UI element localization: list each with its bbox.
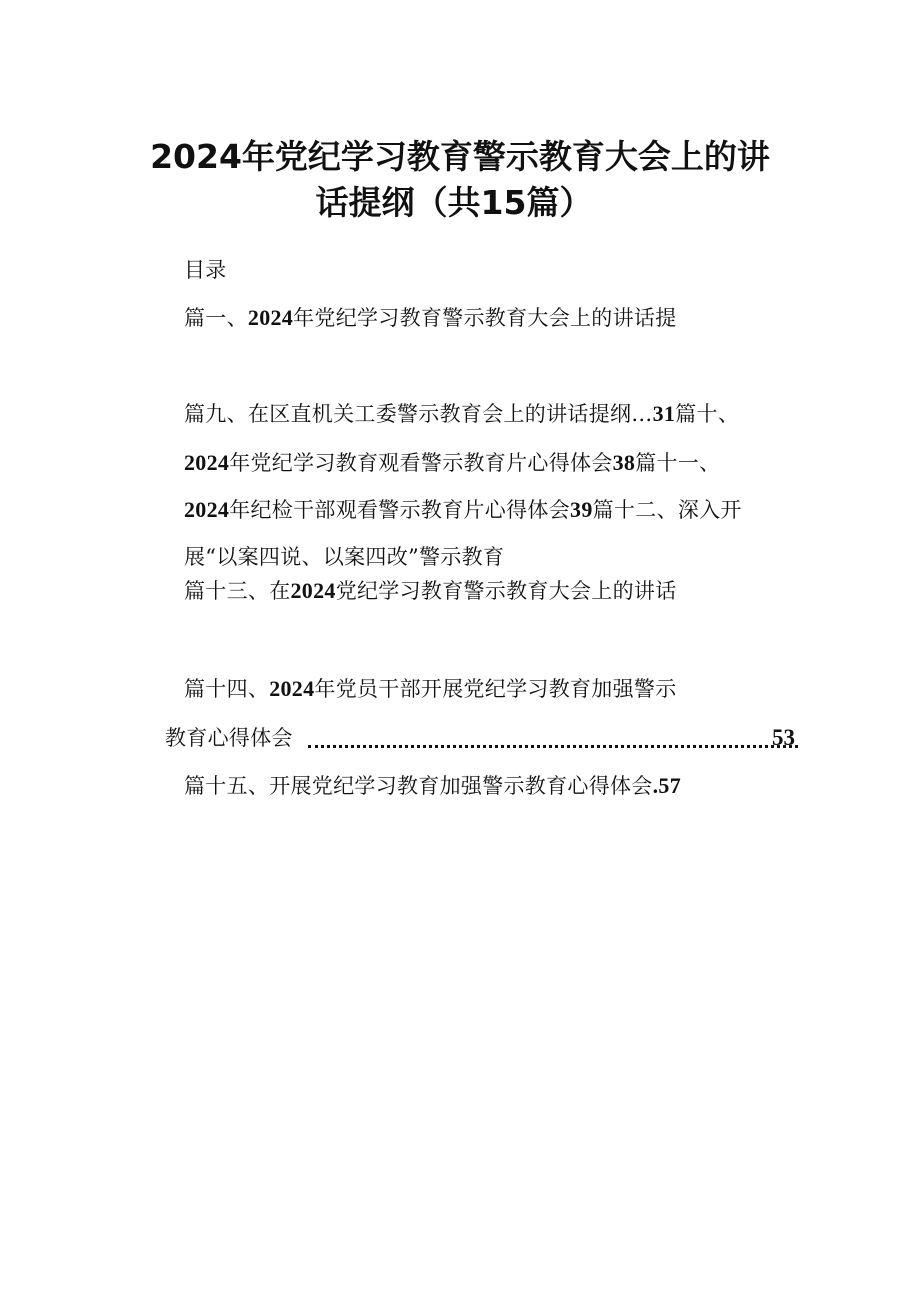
toc-entry-text: 党纪学习教育警示教育大会上的讲话 [335,579,677,603]
toc-entry-number: 2024 [184,497,230,522]
toc-entry-page-number: 31 [652,401,676,426]
document-title-line-2: 话提纲（共15篇） [315,183,593,222]
toc-heading: 目录 [184,258,227,282]
toc-entry-10 [184,449,720,477]
toc-entry-9 [184,400,739,428]
toc-entry-text: 年党纪学习教育警示教育大会上的讲话提 [293,306,677,330]
toc-entry-text: 年党纪学习教育观看警示教育片心得体会 [229,451,613,475]
toc-entry-14-continued: 教育心得体会 [165,726,293,750]
toc-entry-13 [184,577,677,605]
toc-entry-page-number: 38 [612,450,636,475]
toc-entry-prefix: 篇十三、在 [184,579,291,603]
toc-entry-text: 篇十、 [675,402,740,426]
toc-entry-number: 2024 [184,450,230,475]
toc-leader-dots [308,733,798,748]
toc-entry-14 [184,675,677,703]
toc-entry-15 [184,772,681,800]
toc-entry-1 [184,304,677,332]
toc-entry-text: 篇十五、开展党纪学习教育加强警示教育心得体会 [184,774,653,798]
toc-entry-text: 篇九、在区直机关工委警示教育会上的讲话提纲… [184,402,653,426]
toc-entry-text: 篇十二、深入开 [592,498,742,522]
toc-entry-text: 年党员干部开展党纪学习教育加强警示 [314,677,677,701]
toc-entry-prefix: 篇一、 [184,306,248,330]
toc-entry-number: 2024 [269,676,315,701]
toc-entry-12-continued: 展“以案四说、以案四改”警示教育 [184,545,505,569]
toc-entry-page-number: 39 [570,497,593,522]
toc-entry-number: 2024 [290,578,336,603]
toc-entry-prefix: 篇十四、 [184,677,270,701]
toc-entry-number: 2024 [247,305,294,330]
toc-entry-page-number: .57 [652,773,682,798]
toc-page-number: 53 [772,725,795,750]
toc-entry-text: 年纪检干部观看警示教育片心得体会 [229,498,571,522]
toc-entry-text: 篇十一、 [635,451,721,475]
document-title-line-1: 2024年党纪学习教育警示教育大会上的讲 [150,137,770,176]
toc-entry-11 [184,496,742,524]
